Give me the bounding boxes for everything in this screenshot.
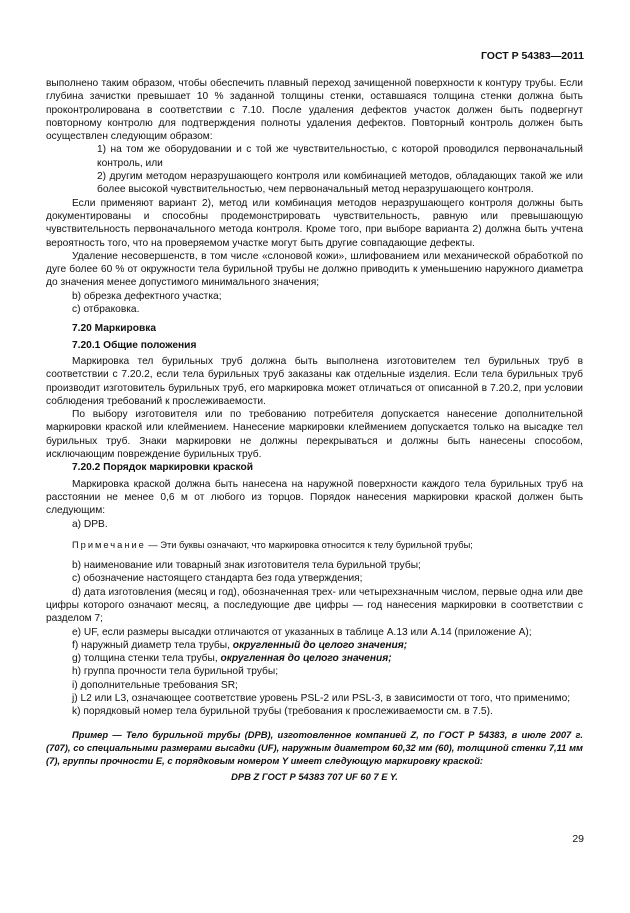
list-item: i) дополнительные требования SR; (72, 679, 238, 691)
emphasis: округленный до целого значения; (232, 639, 408, 651)
section-heading: 7.20 Маркировка (72, 323, 156, 335)
example-marking: DPB Z ГОСТ Р 54383 707 UF 60 7 E Y. (231, 770, 398, 782)
list-item: c) отбраковка. (72, 304, 140, 316)
paragraph: Маркировка тел бурильных труб должна быть выполнена изготовителем тел бурильных труб в соответствии с 7.20.2, если тела бурильных труб заказаны как отдельные изделия. Если тела бурильных труб производит изготовитель бурильных труб, его маркировка может отличаться от описанной в 7.20.2, при условии соблюдения требований к прослеживаемости. (46, 355, 583, 407)
list-item: k) порядковый номер тела бурильной трубы (требования к прослеживаемости см. в 7.5). (72, 706, 493, 718)
list-item: 2) другим методом неразрушающего контроля или комбинацией методов, обладающих такой же или более высокой чувствительностью, чем первоначальный метод неразрушающего контроля. (97, 171, 583, 196)
list-item-text: f) наружный диаметр тела трубы, (72, 639, 233, 651)
list-item: b) наименование или товарный знак изготовителя тела бурильной трубы; (72, 560, 421, 572)
list-item: d) дата изготовления (месяц и год), обозначенная трех- или четырехзначным числом, первые одна или две цифры которого означают месяц, а последующие две цифры — год нанесения маркировки в соответствии с разделом 7; (46, 586, 583, 625)
paragraph: Маркировка краской должна быть нанесена на наружной поверхности каждого тела бурильных труб на расстоянии не менее 0,6 м от любого из торцов. Порядок нанесения маркировки краской должен быть следующим: (46, 478, 583, 517)
note (46, 539, 583, 552)
list-item (46, 639, 583, 652)
page-number: 29 (572, 833, 584, 845)
list-item: h) группа прочности тела бурильной трубы; (72, 666, 279, 678)
paragraph: По выбору изготовителя или по требованию потребителя допускается нанесение дополнительной маркировки краской или клеймением. Нанесение маркировки клеймением допускается только на высадке тел бурильных труб. Знаки маркировки не должны перекрываться и должны быть нанесены способом, исключающим повреждение бурильных труб. (46, 409, 583, 461)
list-item: b) обрезка дефектного участка; (72, 290, 222, 302)
list-item (46, 652, 583, 665)
paragraph: Удаление несовершенств, в том числе «слоновой кожи», шлифованием или механической обработкой по дуге более 60 % от окружности тела бурильной трубы не должно приводить к уменьшению наружного диаметра до значения менее допустимого минимального значения; (46, 250, 583, 289)
list-item-text: g) толщина стенки тела трубы, (72, 653, 221, 665)
document-body (46, 77, 583, 783)
list-item: 1) на том же оборудовании и с той же чувствительностью, с которой проводился первоначальный контроль, или (97, 144, 583, 169)
list-item: c) обозначение настоящего стандарта без года утверждения; (72, 573, 363, 585)
example-paragraph: Пример — Тело бурильной трубы (DPB), изготовленное компанией Z, по ГОСТ Р 54383, в июле 2007 г. (707), со специальными размерами высадки (UF), наружным диаметром 60,32 мм (60), толщиной стенки 7,11 мм (7), группы прочности E, с порядковым номером Y имеет следующую маркировку краской: (46, 728, 583, 766)
emphasis: округленная до целого значения; (220, 653, 392, 665)
paragraph: выполнено таким образом, чтобы обеспечить плавный переход зачищенной поверхности к контуру трубы. Если глубина зачистки превышает 10 % заданной толщины стенки, оставшаяся толщина стенки должна быть проконтролирована в соответствии с 7.10. После удаления дефектов участок должен быть подвергнут повторному контролю для подтверждения полноты удаления дефектов. Повторный контроль должен быть осуществлен следующим образом: (46, 78, 583, 143)
note-text: — Эти буквы означают, что маркировка относится к телу бурильной трубы; (145, 539, 473, 550)
note-label: Примечание (72, 539, 146, 550)
subsection-heading: 7.20.1 Общие положения (72, 339, 197, 351)
list-item: a) DPB. (72, 518, 108, 530)
paragraph: Если применяют вариант 2), метод или комбинация методов неразрушающего контроля должны быть документированы и способны продемонстрировать чувствительность, равную или превышающую чувствительность первоначального метода контроля. Кроме того, при выборе варианта 2) должна быть учтена вероятность того, что на проверяемом участке могут быть другие совпадающие дефекты. (46, 197, 583, 249)
list-item: j) L2 или L3, означающее соответствие уровень PSL-2 или PSL-3, в зависимости от того, что применимо; (72, 693, 571, 705)
subsection-heading: 7.20.2 Порядок маркировки краской (72, 462, 254, 474)
document-header: ГОСТ Р 54383—2011 (480, 50, 584, 62)
list-item: e) UF, если размеры высадки отличаются от указанных в таблице А.13 или А.14 (приложение А); (72, 626, 532, 638)
